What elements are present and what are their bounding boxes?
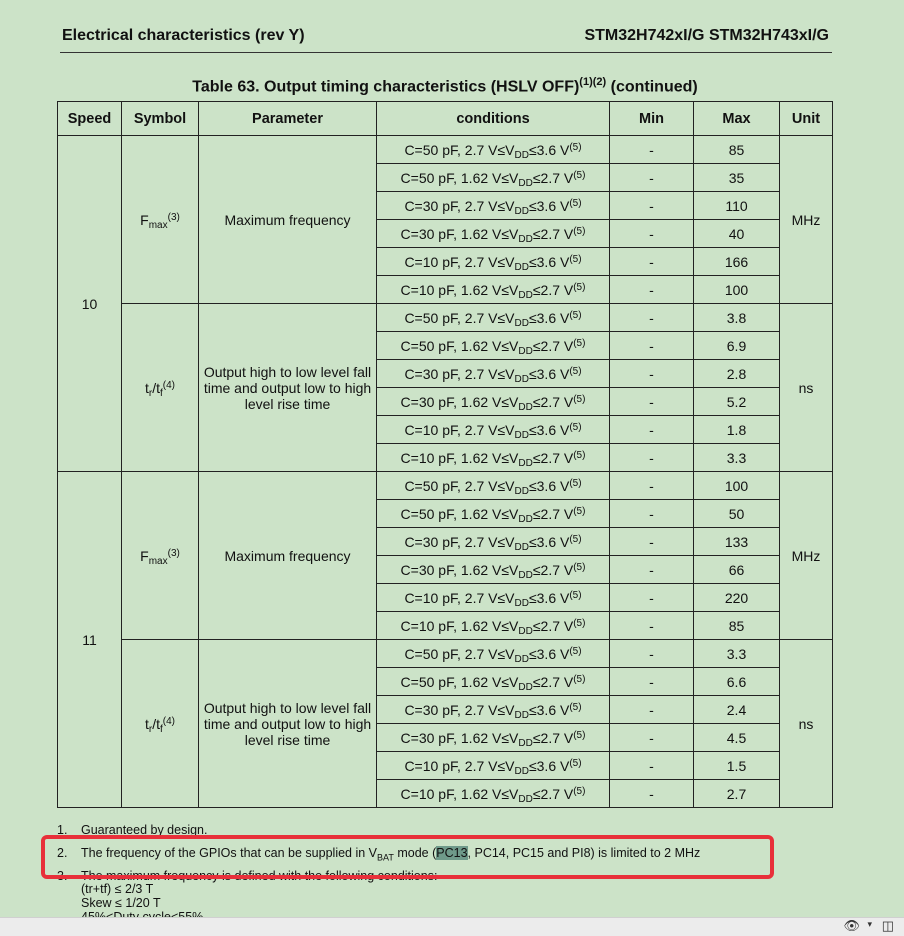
voltage-low-value: 2.7: [464, 309, 485, 326]
voltage-low-value: 2.7: [464, 365, 485, 382]
capacitance-value: 30: [422, 197, 439, 214]
col-header-conditions: conditions: [377, 102, 610, 136]
min-cell: -: [610, 444, 694, 472]
table-caption-notes: (1)(2): [579, 76, 607, 88]
capacitance-value: 50: [418, 169, 435, 186]
note-2-text-post: , PC14, PC15 and PI8) is limited to 2 MHz: [467, 846, 701, 860]
speed-cell: 11: [58, 472, 122, 808]
max-cell: 133: [694, 528, 780, 556]
page-header-section: Electrical characteristics (rev Y): [62, 27, 305, 44]
capacitance-value: 30: [418, 225, 435, 242]
min-cell: -: [610, 220, 694, 248]
conditions-note: (5): [573, 505, 586, 517]
conditions-note: (5): [569, 141, 582, 153]
voltage-low-value: 2.7: [464, 589, 485, 606]
capacitance-value: 10: [422, 253, 439, 270]
voltage-low-value: 2.7: [464, 701, 485, 718]
conditions-cell: C=10 pF, 1.62 $V\le V_{DD}\le 2.7$ $V^{(5)}$: [377, 612, 610, 640]
capacitance-value: 10: [418, 281, 435, 298]
max-cell: 1.5: [694, 752, 780, 780]
conditions-note: (5): [573, 337, 586, 349]
table-body: [58, 136, 833, 808]
conditions-cell: C=30 pF, 1.62 $V\le V_{DD}\le 2.7$ $V^{(5)}$: [377, 220, 610, 248]
capacitance-value: 30: [418, 729, 435, 746]
max-cell: 2.7: [694, 780, 780, 808]
voltage-low-value: 2.7: [464, 477, 485, 494]
voltage-low-value: 1.62: [460, 169, 489, 186]
voltage-low-value: 1.62: [460, 337, 489, 354]
capacitance-value: 50: [422, 141, 439, 158]
conditions-cell: C=50 pF, 2.7 $V\le V_{DD}\le 3.6$ $V^{(5)}$: [377, 640, 610, 668]
min-cell: -: [610, 388, 694, 416]
min-cell: -: [610, 612, 694, 640]
min-cell: -: [610, 192, 694, 220]
note-1-text: Guaranteed by design.: [81, 823, 208, 837]
output-timing-table: [57, 101, 833, 808]
symbol-note: (4): [162, 715, 176, 727]
voltage-low-value: 1.62: [460, 561, 489, 578]
min-cell: -: [610, 584, 694, 612]
conditions-cell: C=30 pF, 1.62 $V\le V_{DD}\le 2.7$ $V^{(5)}$: [377, 556, 610, 584]
conditions-note: (5): [569, 701, 582, 713]
max-cell: 85: [694, 136, 780, 164]
chevron-down-icon[interactable]: ▾: [867, 919, 872, 929]
max-cell: 166: [694, 248, 780, 276]
min-cell: -: [610, 472, 694, 500]
capacitance-value: 30: [418, 393, 435, 410]
max-cell: 85: [694, 612, 780, 640]
max-cell: 6.9: [694, 332, 780, 360]
max-cell: 2.8: [694, 360, 780, 388]
capacitance-value: 10: [418, 785, 435, 802]
capacitance-value: 50: [418, 673, 435, 690]
conditions-note: (5): [573, 617, 586, 629]
conditions-cell: C=50 pF, 2.7 $V\le V_{DD}\le 3.6$ $V^{(5)}$: [377, 304, 610, 332]
min-cell: -: [610, 724, 694, 752]
note-2-callout-box: [41, 835, 774, 879]
max-cell: 66: [694, 556, 780, 584]
min-cell: -: [610, 500, 694, 528]
symbol-cell: $F_{max}^{(3)}$: [122, 136, 199, 304]
conditions-cell: C=10 pF, 2.7 $V\le V_{DD}\le 3.6$ $V^{(5)}$: [377, 752, 610, 780]
columns-icon[interactable]: ◫: [881, 918, 894, 933]
max-cell: 4.5: [694, 724, 780, 752]
capacitance-value: 50: [418, 337, 435, 354]
conditions-cell: C=30 pF, 2.7 $V\le V_{DD}\le 3.6$ $V^{(5)}$: [377, 696, 610, 724]
capacitance-value: 30: [422, 701, 439, 718]
min-cell: -: [610, 276, 694, 304]
parameter-cell: Maximum frequency: [199, 472, 377, 640]
note-3-text: The maximum frequency is defined with the following conditions:: [81, 869, 438, 883]
conditions-cell: C=10 pF, 2.7 $V\le V_{DD}\le 3.6$ $V^{(5)}$: [377, 416, 610, 444]
conditions-cell: C=10 pF, 1.62 $V\le V_{DD}\le 2.7$ $V^{(5)}$: [377, 276, 610, 304]
max-cell: 5.2: [694, 388, 780, 416]
capacitance-value: 50: [422, 309, 439, 326]
note-3-line-1: (tr+tf) ≤ 2/3 T: [81, 882, 154, 896]
status-bar: [0, 917, 904, 936]
table-row: [58, 304, 833, 332]
parameter-cell: Output high to low level fall time and output low to high level rise time: [199, 640, 377, 808]
conditions-cell: C=30 pF, 1.62 $V\le V_{DD}\le 2.7$ $V^{(5)}$: [377, 724, 610, 752]
capacitance-value: 10: [422, 589, 439, 606]
capacitance-value: 50: [422, 645, 439, 662]
note-2-number: 2.: [57, 846, 68, 860]
symbol-cell: $F_{max}^{(3)}$: [122, 472, 199, 640]
min-cell: -: [610, 164, 694, 192]
note-2-text-pre: The frequency of the GPIOs that can be supplied in V: [81, 846, 378, 860]
capacitance-value: 30: [422, 365, 439, 382]
conditions-cell: C=30 pF, 2.7 $V\le V_{DD}\le 3.6$ $V^{(5)}$: [377, 528, 610, 556]
conditions-cell: C=50 pF, 2.7 $V\le V_{DD}\le 3.6$ $V^{(5)}$: [377, 472, 610, 500]
min-cell: -: [610, 696, 694, 724]
conditions-note: (5): [573, 561, 586, 573]
conditions-cell: C=30 pF, 2.7 $V\le V_{DD}\le 3.6$ $V^{(5)}$: [377, 360, 610, 388]
conditions-note: (5): [573, 393, 586, 405]
col-header-max: Max: [694, 102, 780, 136]
symbol-cell: $t_r/t_f^{(4)}$: [122, 640, 199, 808]
conditions-note: (5): [569, 197, 582, 209]
col-header-parameter: Parameter: [199, 102, 377, 136]
min-cell: -: [610, 416, 694, 444]
capacitance-value: 10: [418, 449, 435, 466]
unit-cell: ns: [780, 304, 833, 472]
unit-cell: ns: [780, 640, 833, 808]
conditions-cell: C=10 pF, 1.62 $V\le V_{DD}\le 2.7$ $V^{(5)}$: [377, 444, 610, 472]
conditions-cell: C=50 pF, 1.62 $V\le V_{DD}\le 2.7$ $V^{(5)}$: [377, 332, 610, 360]
page-header-part-numbers: STM32H742xI/G STM32H743xI/G: [584, 27, 829, 44]
table-header-row: [58, 102, 833, 136]
table-row: [58, 640, 833, 668]
symbol-note: (4): [162, 379, 176, 391]
max-cell: 2.4: [694, 696, 780, 724]
conditions-note: (5): [573, 169, 586, 181]
conditions-note: (5): [573, 729, 586, 741]
conditions-cell: C=10 pF, 2.7 $V\le V_{DD}\le 3.6$ $V^{(5)}$: [377, 248, 610, 276]
min-cell: -: [610, 332, 694, 360]
col-header-unit: Unit: [780, 102, 833, 136]
symbol-cell: $t_r/t_f^{(4)}$: [122, 304, 199, 472]
col-header-speed: Speed: [58, 102, 122, 136]
conditions-note: (5): [573, 225, 586, 237]
eye-icon[interactable]: 👁: [843, 918, 860, 933]
note-2-highlighted-pin: PC13: [436, 846, 468, 860]
conditions-note: (5): [573, 673, 586, 685]
voltage-low-value: 2.7: [464, 757, 485, 774]
conditions-cell: C=50 pF, 1.62 $V\le V_{DD}\le 2.7$ $V^{(5)}$: [377, 164, 610, 192]
conditions-note: (5): [569, 365, 582, 377]
note-3-line-2: Skew ≤ 1/20 T: [81, 896, 161, 910]
conditions-note: (5): [569, 533, 582, 545]
voltage-low-value: 1.62: [460, 393, 489, 410]
capacitance-value: 30: [418, 561, 435, 578]
min-cell: -: [610, 248, 694, 276]
capacitance-value: 50: [422, 477, 439, 494]
conditions-cell: C=50 pF, 1.62 $V\le V_{DD}\le 2.7$ $V^{(5)}$: [377, 668, 610, 696]
min-cell: -: [610, 360, 694, 388]
max-cell: 1.8: [694, 416, 780, 444]
min-cell: -: [610, 668, 694, 696]
conditions-cell: C=30 pF, 1.62 $V\le V_{DD}\le 2.7$ $V^{(5)}$: [377, 388, 610, 416]
max-cell: 40: [694, 220, 780, 248]
note-1-number: 1.: [57, 823, 68, 837]
conditions-note: (5): [569, 589, 582, 601]
max-cell: 3.3: [694, 640, 780, 668]
max-cell: 35: [694, 164, 780, 192]
max-cell: 3.8: [694, 304, 780, 332]
symbol-note: (3): [167, 547, 180, 559]
voltage-low-value: 2.7: [464, 197, 485, 214]
min-cell: -: [610, 528, 694, 556]
conditions-note: (5): [573, 449, 586, 461]
conditions-note: (5): [569, 309, 582, 321]
max-cell: 110: [694, 192, 780, 220]
max-cell: 220: [694, 584, 780, 612]
parameter-cell: Output high to low level fall time and output low to high level rise time: [199, 304, 377, 472]
conditions-cell: C=50 pF, 1.62 $V\le V_{DD}\le 2.7$ $V^{(5)}$: [377, 500, 610, 528]
capacitance-value: 50: [418, 505, 435, 522]
table-caption-suffix: (continued): [606, 78, 698, 96]
voltage-low-value: 1.62: [460, 617, 489, 634]
col-header-symbol: Symbol: [122, 102, 199, 136]
table-caption: [0, 76, 890, 96]
header-rule: [60, 52, 832, 53]
voltage-low-value: 1.62: [460, 673, 489, 690]
conditions-note: (5): [569, 253, 582, 265]
capacitance-value: 30: [422, 533, 439, 550]
min-cell: -: [610, 556, 694, 584]
col-header-min: Min: [610, 102, 694, 136]
conditions-note: (5): [569, 477, 582, 489]
conditions-note: (5): [573, 785, 586, 797]
voltage-low-value: 1.62: [460, 505, 489, 522]
note-2-text-mid: mode (: [393, 846, 437, 860]
voltage-low-value: 1.62: [460, 729, 489, 746]
voltage-low-value: 1.62: [460, 785, 489, 802]
min-cell: -: [610, 752, 694, 780]
min-cell: -: [610, 780, 694, 808]
voltage-low-value: 2.7: [464, 533, 485, 550]
voltage-low-value: 1.62: [460, 281, 489, 298]
symbol-subscript: max: [148, 219, 168, 231]
table-caption-main: Table 63. Output timing characteristics (HSLV OFF): [192, 78, 580, 96]
conditions-cell: C=10 pF, 2.7 $V\le V_{DD}\le 3.6$ $V^{(5)}$: [377, 584, 610, 612]
conditions-note: (5): [569, 421, 582, 433]
unit-cell: MHz: [780, 136, 833, 304]
note-2-subscript: BAT: [377, 852, 394, 863]
max-cell: 100: [694, 472, 780, 500]
min-cell: -: [610, 304, 694, 332]
voltage-low-value: 2.7: [464, 253, 485, 270]
max-cell: 6.6: [694, 668, 780, 696]
conditions-cell: C=10 pF, 1.62 $V\le V_{DD}\le 2.7$ $V^{(5)}$: [377, 780, 610, 808]
table-row: [58, 472, 833, 500]
conditions-cell: C=50 pF, 2.7 $V\le V_{DD}\le 3.6$ $V^{(5)}$: [377, 136, 610, 164]
max-cell: 50: [694, 500, 780, 528]
unit-cell: MHz: [780, 472, 833, 640]
max-cell: 3.3: [694, 444, 780, 472]
min-cell: -: [610, 136, 694, 164]
voltage-low-value: 2.7: [464, 141, 485, 158]
conditions-note: (5): [573, 281, 586, 293]
note-3-number: 3.: [57, 869, 68, 883]
symbol-note: (3): [167, 211, 180, 223]
max-cell: 100: [694, 276, 780, 304]
conditions-note: (5): [569, 645, 582, 657]
voltage-low-value: 2.7: [464, 645, 485, 662]
capacitance-value: 10: [422, 421, 439, 438]
conditions-note: (5): [569, 757, 582, 769]
table-row: [58, 136, 833, 164]
min-cell: -: [610, 640, 694, 668]
conditions-cell: C=30 pF, 2.7 $V\le V_{DD}\le 3.6$ $V^{(5)}$: [377, 192, 610, 220]
capacitance-value: 10: [422, 757, 439, 774]
capacitance-value: 10: [418, 617, 435, 634]
symbol-subscript: max: [148, 555, 168, 567]
parameter-cell: Maximum frequency: [199, 136, 377, 304]
voltage-low-value: 1.62: [460, 225, 489, 242]
speed-cell: 10: [58, 136, 122, 472]
voltage-low-value: 1.62: [460, 449, 489, 466]
voltage-low-value: 2.7: [464, 421, 485, 438]
